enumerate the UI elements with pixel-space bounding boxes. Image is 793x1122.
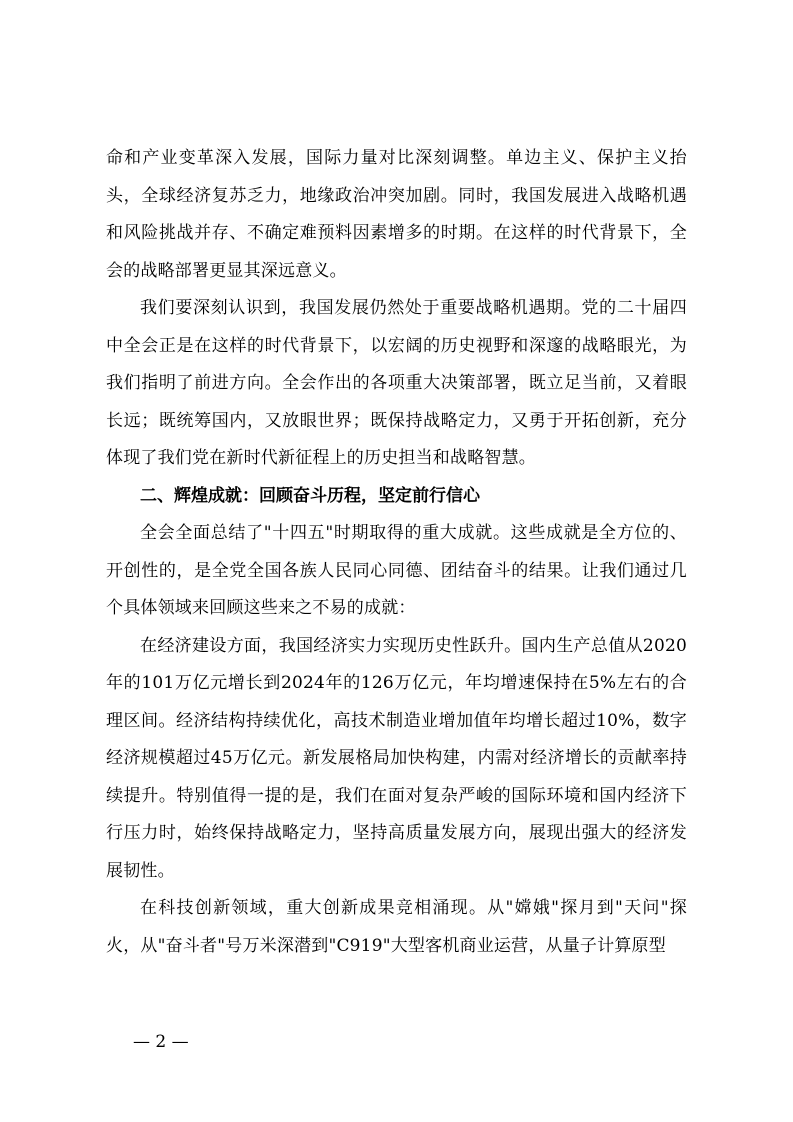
page-number: — 2 — xyxy=(133,1032,189,1052)
paragraph-strategic-opportunity: 我们要深刻认识到，我国发展仍然处于重要战略机遇期。党的二十届四中全会正是在这样的时代背景下，以宏阔的历史视野和深邃的战略眼光，为我们指明了前进方向。全会作出的各项重大决策部署，既立足当前，又着眼长远；既统筹国内，又放眼世界；既保持战略定力，又勇于开拓创新，充分体现了我们党在新时代新征程上的历史担当和战略智慧。 xyxy=(106,298,687,468)
paragraph-achievements-summary: 全会全面总结了"十四五"时期取得的重大成就。这些成就是全方位的、开创性的，是全党全国各族人民同心同德、团结奋斗的结果。让我们通过几个具体领域来回顾这些来之不易的成就： xyxy=(106,523,687,618)
paragraph-continued: 命和产业变革深入发展，国际力量对比深刻调整。单边主义、保护主义抬头，全球经济复苏乏力，地缘政治冲突加剧。同时，我国发展进入战略机遇和风险挑战并存、不确定难预料因素增多的时期。在这样的时代背景下，全会的战略部署更显其深远意义。 xyxy=(106,148,687,281)
document-body xyxy=(106,140,687,965)
section-heading-achievements: 二、辉煌成就：回顾奋斗历程，坚定前行信心 xyxy=(140,485,480,506)
paragraph-technology: 在科技创新领域，重大创新成果竞相涌现。从"嫦娥"探月到"天问"探火，从"奋斗者"号万米深潜到"C919"大型客机商业运营，从量子计算原型 xyxy=(106,898,687,956)
paragraph-economy: 在经济建设方面，我国经济实力实现历史性跃升。国内生产总值从2020年的101万亿元增长到2024年的126万亿元，年均增速保持在5%左右的合理区间。经济结构持续优化，高技术制造业增加值年均增长超过10%，数字经济规模超过45万亿元。新发展格局加快构建，内需对经济增长的贡献率持续提升。特别值得一提的是，我们在面对复杂严峻的国际环境和国内经济下行压力时，始终保持战略定力，坚持高质量发展方向，展现出强大的经济发展韧性。 xyxy=(106,635,687,881)
